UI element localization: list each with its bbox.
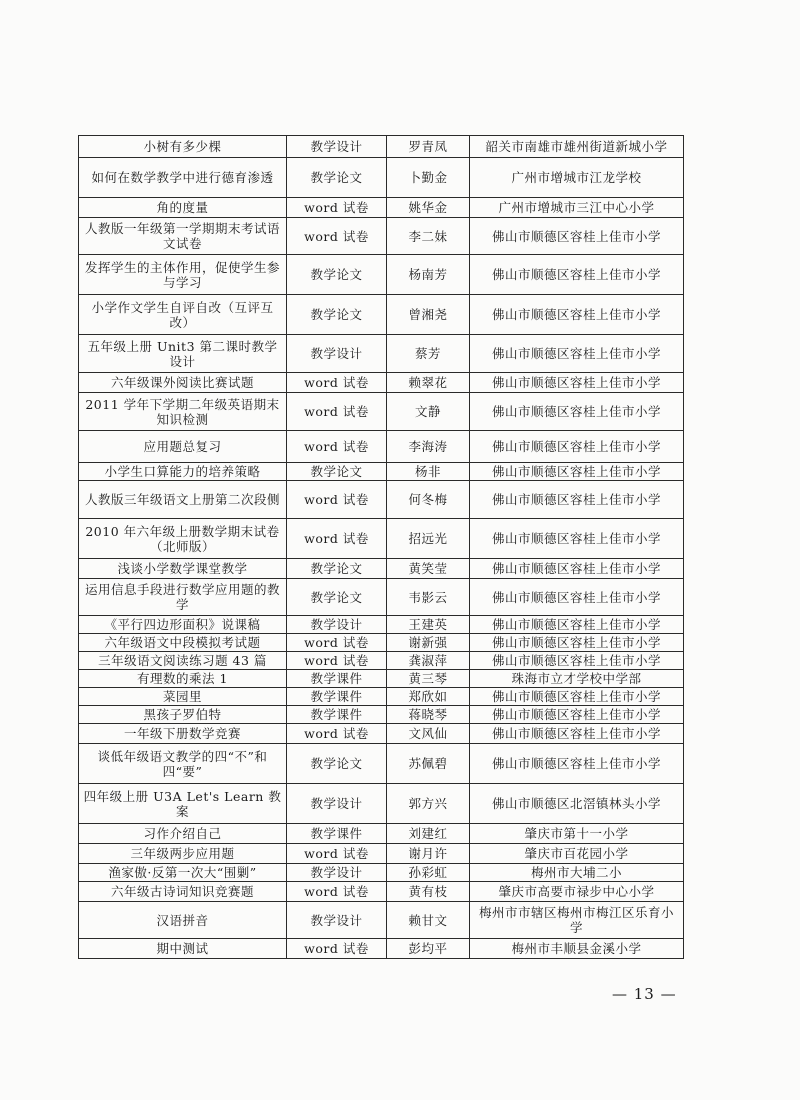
type-cell: word 试卷 [287, 634, 387, 652]
title-cell: 六年级语文中段模拟考试题 [79, 634, 287, 652]
author-cell: 李二妹 [387, 218, 470, 255]
table-row [79, 335, 684, 373]
type-cell: 教学设计 [287, 902, 387, 939]
school-cell: 肇庆市高要市禄步中心小学 [470, 882, 684, 902]
title-cell: 六年级课外阅读比赛试题 [79, 373, 287, 393]
title-cell: 菜园里 [79, 688, 287, 706]
school-cell: 佛山市顺德区容桂上佳市小学 [470, 295, 684, 335]
author-cell: 蒋晓琴 [387, 706, 470, 724]
type-cell: 教学论文 [287, 579, 387, 616]
school-cell: 梅州市丰顺县金溪小学 [470, 939, 684, 959]
author-cell: 谢新强 [387, 634, 470, 652]
school-cell: 佛山市顺德区容桂上佳市小学 [470, 744, 684, 784]
author-cell: 彭均平 [387, 939, 470, 959]
table-row [79, 744, 684, 784]
title-cell: 小学生口算能力的培养策略 [79, 463, 287, 481]
title-cell: 运用信息手段进行数学应用题的教学 [79, 579, 287, 616]
school-cell: 佛山市顺德区容桂上佳市小学 [470, 373, 684, 393]
type-cell: 教学论文 [287, 463, 387, 481]
table-row [79, 481, 684, 519]
title-cell: 六年级古诗词知识竞赛题 [79, 882, 287, 902]
school-cell: 梅州市大埔二小 [470, 864, 684, 882]
school-cell: 韶关市南雄市雄州街道新城小学 [470, 136, 684, 158]
school-cell: 佛山市顺德区容桂上佳市小学 [470, 335, 684, 373]
title-cell: 三年级语文阅读练习题 43 篇 [79, 652, 287, 670]
table-row [79, 652, 684, 670]
author-cell: 龚淑萍 [387, 652, 470, 670]
title-cell: 小树有多少棵 [79, 136, 287, 158]
title-cell: 渔家傲·反第一次大“围剿” [79, 864, 287, 882]
table-row [79, 939, 684, 959]
title-cell: 五年级上册 Unit3 第二课时教学设计 [79, 335, 287, 373]
author-cell: 文风仙 [387, 724, 470, 744]
title-cell: 期中测试 [79, 939, 287, 959]
table-row [79, 393, 684, 431]
school-cell: 佛山市顺德区容桂上佳市小学 [470, 616, 684, 634]
author-cell: 罗青凤 [387, 136, 470, 158]
title-cell: 黑孩子罗伯特 [79, 706, 287, 724]
type-cell: 教学论文 [287, 559, 387, 579]
title-cell: 浅谈小学数学课堂教学 [79, 559, 287, 579]
title-cell: 人教版三年级语文上册第二次段侧 [79, 481, 287, 519]
school-cell: 广州市增城市三江中心小学 [470, 198, 684, 218]
school-cell: 佛山市顺德区容桂上佳市小学 [470, 218, 684, 255]
author-cell: 韦影云 [387, 579, 470, 616]
school-cell: 珠海市立才学校中学部 [470, 670, 684, 688]
title-cell: 小学作文学生自评自改（互评互改） [79, 295, 287, 335]
type-cell: word 试卷 [287, 652, 387, 670]
title-cell: 2011 学年下学期二年级英语期末知识检测 [79, 393, 287, 431]
title-cell: 角的度量 [79, 198, 287, 218]
type-cell: 教学论文 [287, 744, 387, 784]
author-cell: 谢月许 [387, 844, 470, 864]
table-row [79, 784, 684, 824]
author-cell: 招远光 [387, 519, 470, 559]
type-cell: 教学论文 [287, 158, 387, 198]
author-cell: 黄有枝 [387, 882, 470, 902]
table-row [79, 295, 684, 335]
table-row [79, 373, 684, 393]
title-cell: 有理数的乘法 1 [79, 670, 287, 688]
table-row [79, 824, 684, 844]
table-row [79, 198, 684, 218]
type-cell: word 试卷 [287, 844, 387, 864]
author-cell: 苏佩碧 [387, 744, 470, 784]
type-cell: word 试卷 [287, 393, 387, 431]
table-row [79, 724, 684, 744]
author-cell: 刘建红 [387, 824, 470, 844]
school-cell: 佛山市顺德区容桂上佳市小学 [470, 463, 684, 481]
title-cell: 应用题总复习 [79, 431, 287, 463]
entries-table [78, 135, 684, 959]
author-cell: 孙彩虹 [387, 864, 470, 882]
school-cell: 肇庆市百花园小学 [470, 844, 684, 864]
author-cell: 杨非 [387, 463, 470, 481]
type-cell: 教学课件 [287, 706, 387, 724]
author-cell: 郭方兴 [387, 784, 470, 824]
title-cell: 发挥学生的主体作用，促使学生参与学习 [79, 255, 287, 295]
school-cell: 佛山市顺德区容桂上佳市小学 [470, 688, 684, 706]
author-cell: 李海涛 [387, 431, 470, 463]
title-cell: 2010 年六年级上册数学期末试卷（北师版） [79, 519, 287, 559]
table-row [79, 136, 684, 158]
school-cell: 佛山市顺德区北滘镇林头小学 [470, 784, 684, 824]
table-row [79, 255, 684, 295]
title-cell: 习作介绍自己 [79, 824, 287, 844]
author-cell: 何冬梅 [387, 481, 470, 519]
title-cell: 谈低年级语文教学的四“不”和四“要” [79, 744, 287, 784]
author-cell: 赖翠花 [387, 373, 470, 393]
type-cell: 教学设计 [287, 864, 387, 882]
type-cell: 教学设计 [287, 784, 387, 824]
table-row [79, 688, 684, 706]
school-cell: 佛山市顺德区容桂上佳市小学 [470, 706, 684, 724]
author-cell: 文静 [387, 393, 470, 431]
school-cell: 佛山市顺德区容桂上佳市小学 [470, 579, 684, 616]
author-cell: 卜勤金 [387, 158, 470, 198]
table-row [79, 902, 684, 939]
school-cell: 梅州市市辖区梅州市梅江区乐育小学 [470, 902, 684, 939]
type-cell: 教学设计 [287, 616, 387, 634]
type-cell: word 试卷 [287, 373, 387, 393]
school-cell: 佛山市顺德区容桂上佳市小学 [470, 481, 684, 519]
table-row [79, 579, 684, 616]
author-cell: 王建英 [387, 616, 470, 634]
type-cell: 教学论文 [287, 255, 387, 295]
table-row [79, 559, 684, 579]
type-cell: 教学课件 [287, 824, 387, 844]
school-cell: 佛山市顺德区容桂上佳市小学 [470, 431, 684, 463]
title-cell: 人教版一年级第一学期期末考试语文试卷 [79, 218, 287, 255]
table-row [79, 431, 684, 463]
type-cell: word 试卷 [287, 939, 387, 959]
school-cell: 佛山市顺德区容桂上佳市小学 [470, 652, 684, 670]
school-cell: 佛山市顺德区容桂上佳市小学 [470, 393, 684, 431]
type-cell: 教学课件 [287, 688, 387, 706]
school-cell: 佛山市顺德区容桂上佳市小学 [470, 519, 684, 559]
type-cell: word 试卷 [287, 481, 387, 519]
school-cell: 佛山市顺德区容桂上佳市小学 [470, 255, 684, 295]
type-cell: word 试卷 [287, 431, 387, 463]
type-cell: word 试卷 [287, 198, 387, 218]
title-cell: 如何在数学教学中进行德育渗透 [79, 158, 287, 198]
type-cell: word 试卷 [287, 218, 387, 255]
type-cell: word 试卷 [287, 882, 387, 902]
type-cell: word 试卷 [287, 724, 387, 744]
type-cell: 教学设计 [287, 335, 387, 373]
type-cell: word 试卷 [287, 519, 387, 559]
school-cell: 广州市增城市江龙学校 [470, 158, 684, 198]
table-row [79, 519, 684, 559]
school-cell: 佛山市顺德区容桂上佳市小学 [470, 559, 684, 579]
author-cell: 赖甘文 [387, 902, 470, 939]
type-cell: 教学课件 [287, 670, 387, 688]
title-cell: 一年级下册数学竞赛 [79, 724, 287, 744]
author-cell: 蔡芳 [387, 335, 470, 373]
table-row [79, 706, 684, 724]
school-cell: 佛山市顺德区容桂上佳市小学 [470, 724, 684, 744]
entries-table-body [79, 136, 684, 959]
school-cell: 肇庆市第十一小学 [470, 824, 684, 844]
table-row [79, 864, 684, 882]
title-cell: 四年级上册 U3A Let's Learn 教案 [79, 784, 287, 824]
school-cell: 佛山市顺德区容桂上佳市小学 [470, 634, 684, 652]
author-cell: 黄三琴 [387, 670, 470, 688]
table-row [79, 670, 684, 688]
page-number: — 13 — [612, 985, 677, 1003]
table-row [79, 882, 684, 902]
table-row [79, 463, 684, 481]
title-cell: 《平行四边形面积》说课稿 [79, 616, 287, 634]
table-row [79, 218, 684, 255]
author-cell: 杨南芳 [387, 255, 470, 295]
type-cell: 教学设计 [287, 136, 387, 158]
title-cell: 汉语拼音 [79, 902, 287, 939]
author-cell: 姚华金 [387, 198, 470, 218]
table-row [79, 616, 684, 634]
table-row [79, 158, 684, 198]
table-row [79, 844, 684, 864]
title-cell: 三年级两步应用题 [79, 844, 287, 864]
author-cell: 黄笑莹 [387, 559, 470, 579]
table-row [79, 634, 684, 652]
author-cell: 郑欣如 [387, 688, 470, 706]
author-cell: 曾湘尧 [387, 295, 470, 335]
type-cell: 教学论文 [287, 295, 387, 335]
